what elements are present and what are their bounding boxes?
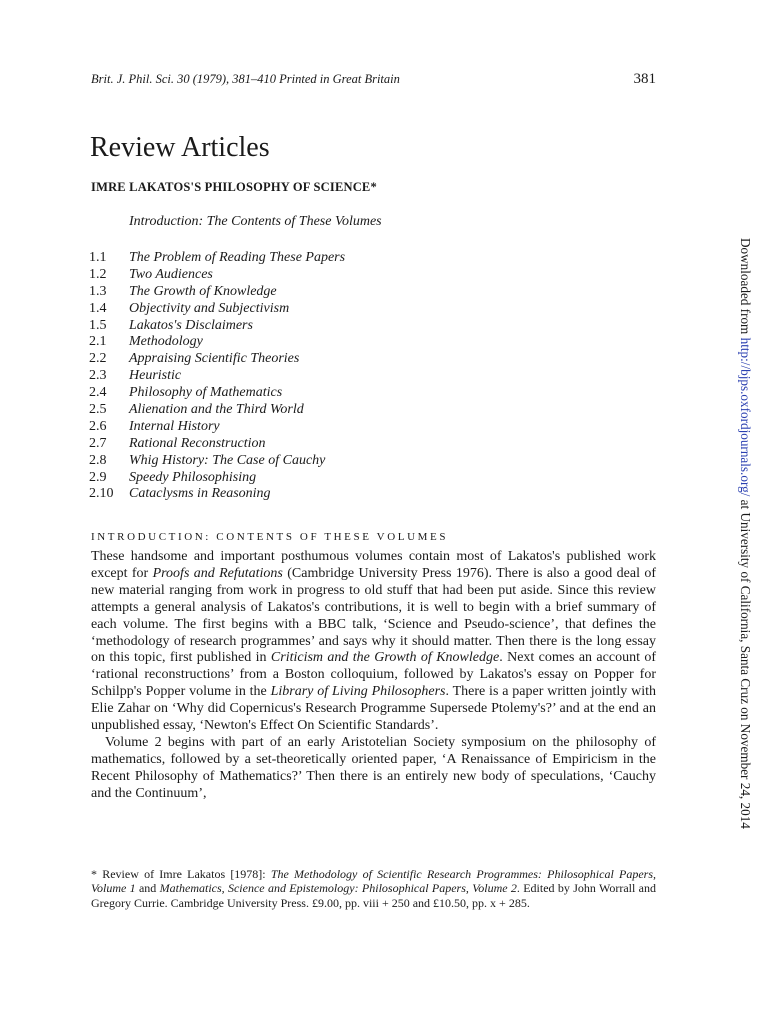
toc-title: Whig History: The Case of Cauchy bbox=[129, 452, 326, 468]
toc-number: 1.4 bbox=[89, 300, 107, 316]
text-run: and bbox=[135, 881, 160, 896]
toc-number: 2.6 bbox=[89, 418, 107, 434]
toc-title: Speedy Philosophising bbox=[129, 469, 257, 485]
page-number: 381 bbox=[633, 71, 656, 87]
download-notice bbox=[737, 238, 753, 829]
toc-title: Cataclysms in Reasoning bbox=[129, 486, 271, 502]
text-run: These handsome and important posthumous volumes contain most of Lakatos's published work except for bbox=[91, 549, 656, 581]
toc-number: 2.9 bbox=[89, 469, 107, 485]
toc-title: Lakatos's Disclaimers bbox=[129, 317, 253, 333]
toc-item bbox=[89, 402, 489, 419]
book-title: Criticism and the Growth of Knowledge bbox=[270, 650, 500, 666]
toc-title: Alienation and the Third World bbox=[129, 402, 304, 418]
toc-title: The Growth of Knowledge bbox=[129, 283, 277, 299]
book-title: Library of Living Philosophers bbox=[270, 684, 446, 700]
book-title: The Methodology of Scientific Research Programmes: Philosophical Papers, Volume 1 bbox=[91, 867, 656, 896]
text-run: at University of California, Santa Cruz on November 24, 2014 bbox=[738, 496, 753, 829]
toc-title: Two Audiences bbox=[129, 266, 213, 282]
toc-item bbox=[89, 284, 489, 301]
toc-title: Philosophy of Mathematics bbox=[129, 385, 283, 401]
text-run: Downloaded from bbox=[738, 238, 753, 338]
toc-title: Rational Reconstruction bbox=[129, 435, 266, 451]
toc-item bbox=[89, 453, 489, 470]
toc-number: 1.1 bbox=[89, 250, 107, 265]
toc-number: 2.5 bbox=[89, 402, 107, 418]
book-title: Mathematics, Science and Epistemology: Philosophical Papers, Volume 2 bbox=[159, 881, 517, 896]
toc-title: Heuristic bbox=[129, 368, 182, 384]
toc-item bbox=[89, 419, 489, 436]
toc-item bbox=[89, 267, 489, 284]
toc-title: Appraising Scientific Theories bbox=[129, 351, 300, 367]
toc-title: The Problem of Reading These Papers bbox=[129, 250, 346, 265]
toc-title: Internal History bbox=[129, 418, 220, 434]
toc-number: 2.10 bbox=[89, 486, 114, 502]
text-run: . Edited by John Worrall and Gregory Currie. Cambridge University Press. £9.00, pp. viii + 250 and £10.50, pp. x + 285. bbox=[91, 881, 656, 910]
toc-item bbox=[89, 351, 489, 368]
toc-number: 1.5 bbox=[89, 317, 107, 333]
running-head bbox=[91, 71, 656, 87]
toc-title: Methodology bbox=[129, 334, 203, 350]
download-notice-text bbox=[737, 238, 753, 829]
text-run: . Next comes an account of ‘rational reconstructions’ from a Boston colloquium, followed by Lakatos's essay on Popper for Schilpp's Popper volume in the bbox=[91, 650, 657, 700]
toc-item bbox=[89, 486, 489, 503]
toc-item bbox=[89, 436, 489, 453]
toc-number: 1.2 bbox=[89, 266, 107, 282]
toc-intro: Introduction: The Contents of These Volumes bbox=[129, 214, 382, 229]
toc-number: 2.2 bbox=[89, 351, 107, 367]
citation-line: Brit. J. Phil. Sci. 30 (1979), 381–410 Printed in Great Britain bbox=[91, 72, 400, 86]
toc-number: 1.3 bbox=[89, 283, 107, 299]
body-text bbox=[91, 549, 656, 803]
table-of-contents bbox=[89, 250, 489, 503]
footnote bbox=[91, 867, 656, 910]
toc-title: Objectivity and Subjectivism bbox=[129, 300, 290, 316]
toc-number: 2.4 bbox=[89, 385, 107, 401]
paragraph-1 bbox=[91, 549, 656, 735]
toc-item bbox=[89, 250, 489, 267]
toc-number: 2.3 bbox=[89, 368, 107, 384]
text-run: * Review of Imre Lakatos [1978]: bbox=[91, 867, 271, 881]
intro-heading: INTRODUCTION: CONTENTS OF THESE VOLUMES bbox=[91, 531, 449, 543]
section-title: Review Articles bbox=[90, 132, 270, 163]
text-run: . There is a paper written jointly with Elie Zahar on ‘Why did Copernicus's Research Programme Supersede Ptolemy's?’ and at the end an unpublished essay, ‘Newton's Effect On Scientific Standards’. bbox=[91, 684, 656, 734]
toc-number: 2.7 bbox=[89, 435, 107, 451]
toc-item bbox=[89, 334, 489, 351]
journal-link[interactable]: http://bjps.oxfordjournals.org/ bbox=[738, 337, 753, 497]
book-title: Proofs and Refutations bbox=[152, 565, 283, 581]
article-title: IMRE LAKATOS'S PHILOSOPHY OF SCIENCE* bbox=[91, 180, 377, 194]
paragraph-2: Volume 2 begins with part of an early Aristotelian Society symposium on the philosophy of mathematics, followed by a set-theoretically oriented paper, ‘A Renaissance of Empiricism in the Recent Philosophy of Mathematics?’ Then there is an entirely new body of speculations, ‘Cauchy and the Continuum’, bbox=[91, 734, 656, 801]
toc-item bbox=[89, 301, 489, 318]
toc-number: 2.1 bbox=[89, 334, 107, 350]
toc-item bbox=[89, 368, 489, 385]
toc-number: 2.8 bbox=[89, 452, 107, 468]
toc-item bbox=[89, 470, 489, 487]
toc-item bbox=[89, 385, 489, 402]
toc-item bbox=[89, 318, 489, 335]
text-run: (Cambridge University Press 1976). There is also a good deal of new material ranging from work in progress to old stuff that had been put aside. Since this review attempts a general analysis of Lakatos's contributions, it is well to begin with a brief summary of each volume. The first begins with a BBC talk, ‘Science and Pseudo-science’, that defines the ‘methodology of research programmes’ and says why it should matter. Then there is the long essay on this topic, first published in bbox=[91, 565, 656, 666]
